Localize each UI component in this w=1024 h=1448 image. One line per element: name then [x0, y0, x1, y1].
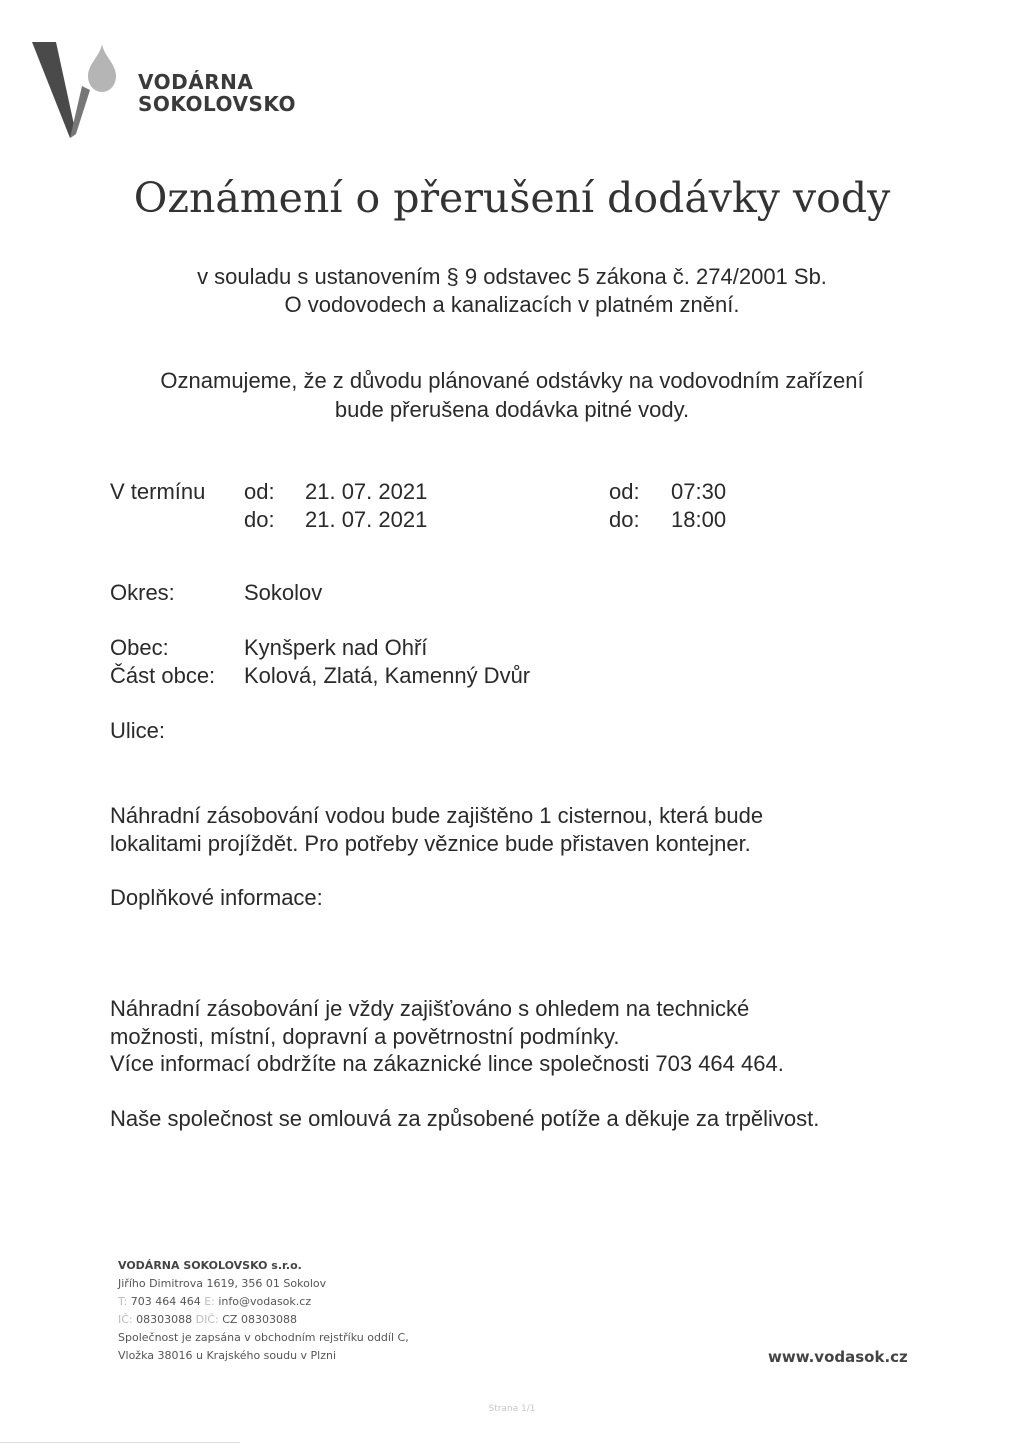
- phone-number: 703 464 464: [130, 1295, 201, 1308]
- company-logo-icon: [32, 42, 122, 138]
- to-date-label: do:: [244, 507, 275, 532]
- email-label: E:: [204, 1295, 215, 1308]
- dic-label: DIČ:: [195, 1313, 219, 1326]
- municipality-part-value: Kolová, Zlatá, Kamenný Dvůr: [244, 663, 531, 688]
- apology-text: Naše společnost se omlouvá za způsobené potíže a děkuje za trpělivost.: [110, 1106, 820, 1131]
- note-line2: možnosti, místní, dopravní a povětrnostní podmínky.: [110, 1024, 620, 1049]
- from-date: 21. 07. 2021: [305, 479, 428, 504]
- footer-ids: [118, 1313, 297, 1326]
- bottom-divider: [0, 1442, 240, 1443]
- replacement-supply-line2: lokalitami projíždět. Pro potřeby věznice bude přistaven kontejner.: [110, 831, 751, 856]
- ico-value: 08303088: [136, 1313, 193, 1326]
- phone-label: T:: [118, 1295, 128, 1308]
- note-line3: Více informací obdržíte na zákaznické lince společnosti 703 464 464.: [110, 1051, 784, 1076]
- note-line1: Náhradní zásobování je vždy zajišťováno s ohledem na technické: [110, 996, 750, 1021]
- additional-info-label: Doplňkové informace:: [110, 885, 323, 910]
- ico-label: IČ:: [118, 1313, 133, 1326]
- municipality-label: Obec:: [110, 635, 169, 660]
- intro-line1: Oznamujeme, že z důvodu plánované odstávky na vodovodním zařízení: [160, 368, 864, 393]
- to-date: 21. 07. 2021: [305, 507, 428, 532]
- from-time-label: od:: [609, 479, 640, 504]
- brand-name-line2: SOKOLOVSKO: [138, 92, 296, 116]
- municipality-part-label: Část obce:: [110, 663, 216, 688]
- street-label: Ulice:: [110, 718, 166, 743]
- to-time-label: do:: [609, 507, 640, 532]
- footer-company: VODÁRNA SOKOLOVSKO s.r.o.: [118, 1259, 302, 1272]
- dic-value: CZ 08303088: [222, 1313, 297, 1326]
- law-reference-line1: v souladu s ustanovením § 9 odstavec 5 zákona č. 274/2001 Sb.: [197, 264, 827, 289]
- to-time: 18:00: [671, 507, 727, 532]
- email-address: info@vodasok.cz: [218, 1295, 312, 1308]
- footer-website: www.vodasok.cz: [768, 1348, 908, 1366]
- law-reference-line2: O vodovodech a kanalizacích v platném znění.: [284, 292, 740, 317]
- from-date-label: od:: [244, 479, 275, 504]
- footer-address: Jiřího Dimitrova 1619, 356 01 Sokolov: [118, 1277, 327, 1290]
- from-time: 07:30: [671, 479, 727, 504]
- municipality-value: Kynšperk nad Ohří: [244, 635, 428, 660]
- footer-registration-line1: Společnost je zapsána v obchodním rejstříku oddíl C,: [118, 1331, 409, 1344]
- footer-registration-line2: Vložka 38016 u Krajského soudu v Plzni: [118, 1349, 337, 1362]
- district-label: Okres:: [110, 580, 175, 605]
- schedule-label: V termínu: [110, 479, 206, 504]
- document-title: Oznámení o přerušení dodávky vody: [133, 174, 891, 222]
- district-value: Sokolov: [244, 580, 323, 605]
- page-number: Strana 1/1: [488, 1404, 536, 1414]
- footer-contact: [118, 1295, 311, 1308]
- brand-name-line1: VODÁRNA: [138, 70, 254, 94]
- replacement-supply-line1: Náhradní zásobování vodou bude zajištěno 1 cisternou, která bude: [110, 803, 764, 828]
- intro-line2: bude přerušena dodávka pitné vody.: [334, 397, 690, 422]
